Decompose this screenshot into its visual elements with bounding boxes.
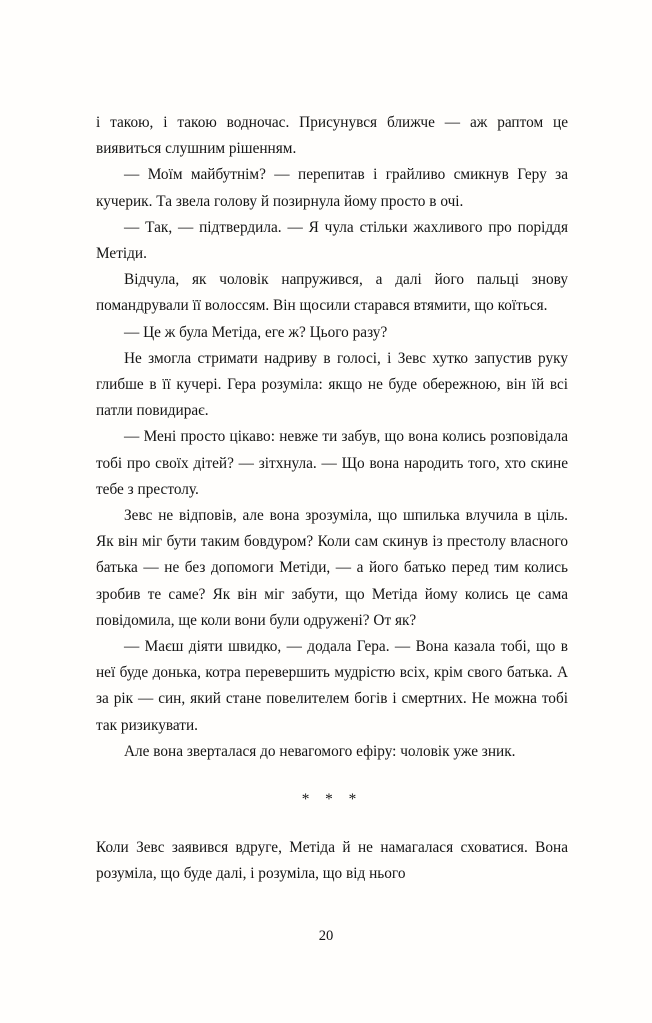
paragraph: Відчула, як чоловік напружився, а далі його пальці знову помандрували її волоссям. Він щосили старався втямити, що коїться.	[96, 271, 568, 315]
paragraph: Але вона зверталася до невагомого ефіру: чоловік уже зник.	[124, 742, 516, 760]
paragraph: і такою, і такою водночас. Присунувся ближче — аж раптом це виявиться слушним рішенням.	[96, 114, 568, 158]
paragraph: Не змогла стримати надриву в голосі, і Зевс хутко запустив руку глибше в її кучері. Гера розуміла: якщо не буде обережною, він їй всі патли повидирає.	[96, 349, 568, 420]
paragraph: — Це ж була Метіда, еге ж? Цього разу?	[124, 323, 388, 341]
page-number: 20	[318, 928, 334, 944]
section-divider: * * *	[301, 791, 363, 809]
paragraph: — Маєш діяти швидко, — додала Гера. — Вона казала тобі, що в неї буде донька, котра перевершить мудрістю всіх, крім свого батька. А за рік — син, який стане повелителем богів і смертних. Не можна тобі так ризикувати.	[96, 638, 568, 734]
paragraph: — Моїм майбутнім? — перепитав і грайливо смикнув Геру за кучерик. Та звела голову й позирнула йому просто в очі.	[96, 166, 568, 210]
paragraph: Зевс не відповів, але вона зрозуміла, що шпилька влучила в ціль. Як він міг бути таким бовдуром? Коли сам скинув із престолу власного батька — не без допомоги Метіди, — а його батько перед тим колись зробив те саме? Як він міг забути, що Метіда йому колись це сама повідомила, ще коли вони були одружені? От як?	[96, 507, 568, 629]
body-text-column	[96, 110, 568, 888]
paragraph: Коли Зевс заявився вдруге, Метіда й не намагалася сховатися. Вона розуміла, що буде далі, і розуміла, що від нього	[96, 839, 568, 883]
paragraph: — Мені просто цікаво: невже ти забув, що вона колись розповідала тобі про своїх дітей? — зітхнула. — Що вона народить того, хто скине тебе з престолу.	[96, 428, 568, 498]
paragraph: — Так, — підтвердила. — Я чула стільки жахливого про поріддя Метіди.	[96, 218, 568, 263]
